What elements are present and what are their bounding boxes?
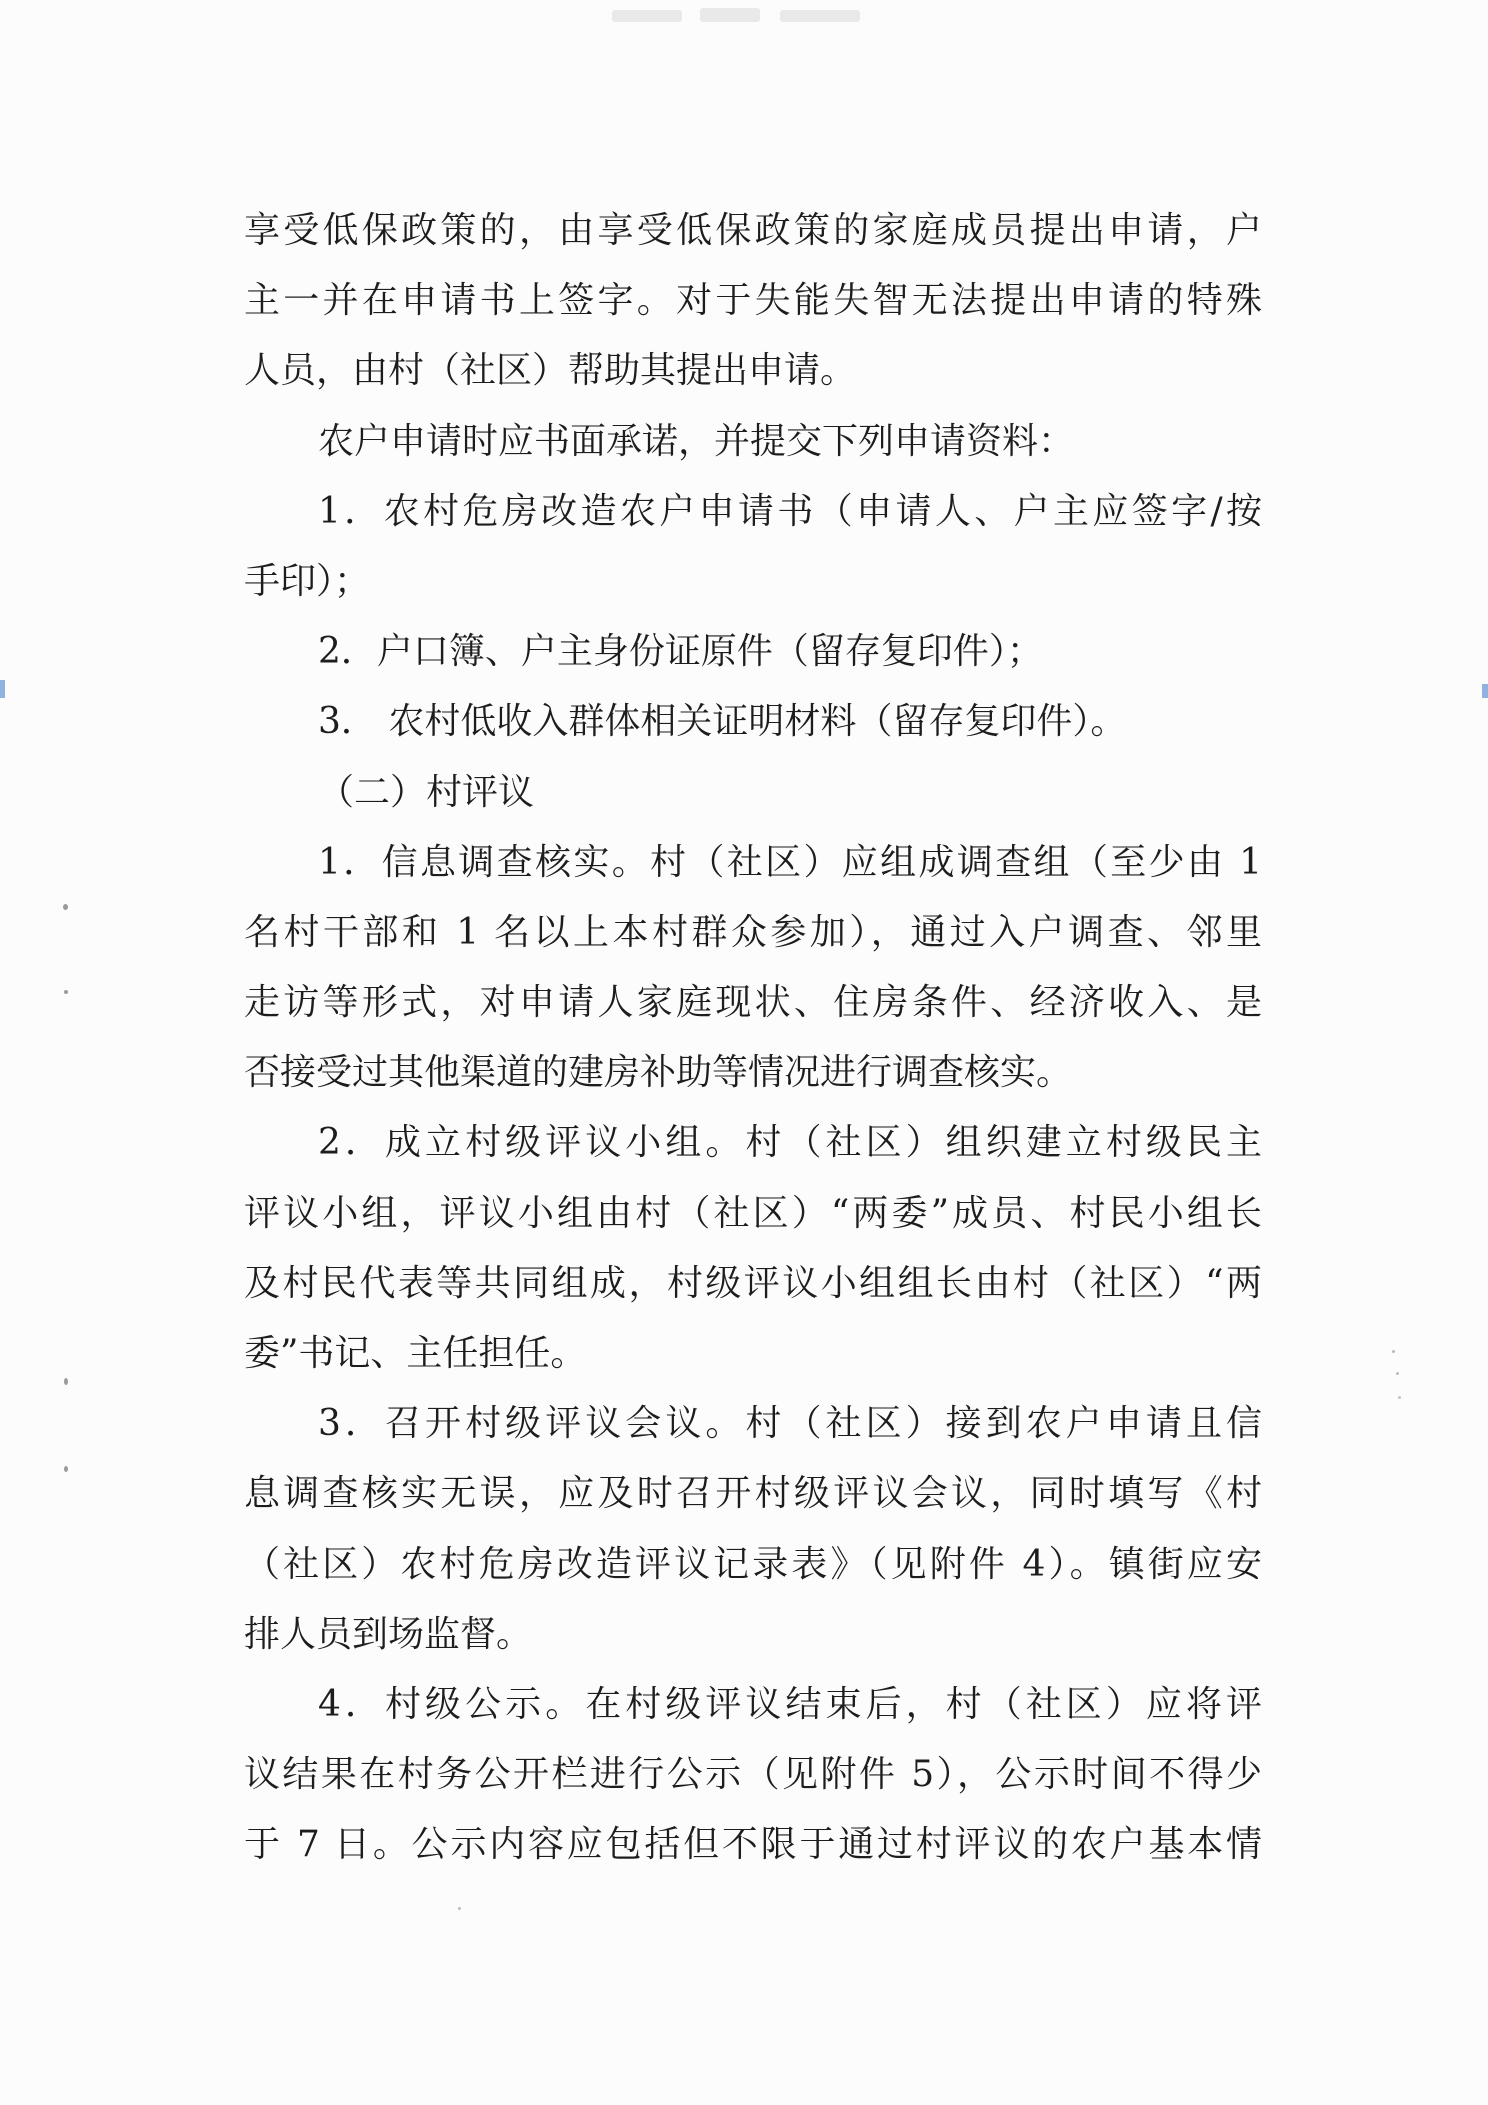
list-item (244, 1670, 1262, 1881)
scan-speck (64, 1466, 68, 1472)
text-line: 2．成立村级评议小组。村（社区）组织建立村级民主 (318, 1122, 1262, 1164)
text-line: 3． 农村低收入群体相关证明材料（留存复印件）。 (318, 701, 1127, 743)
scan-speck (458, 1907, 461, 1910)
scan-speck (64, 990, 68, 994)
text-line: 4．村级公示。在村级评议结束后，村（社区）应将评 (318, 1683, 1262, 1725)
text-line: 息调查核实无误，应及时召开村级评议会议，同时填写《村 (244, 1473, 1262, 1515)
text-line: （社区）农村危房改造评议记录表》（见附件 4）。镇街应安 (244, 1543, 1262, 1585)
list-item (244, 1108, 1262, 1389)
list-item (244, 828, 1262, 1109)
text-line: 1．信息调查核实。村（社区）应组成调查组（至少由 1 (318, 841, 1262, 883)
scan-speck (64, 1378, 68, 1385)
document-body (244, 196, 1262, 1881)
text-line: 名村干部和 1 名以上本村群众参加），通过入户调查、邻里 (244, 911, 1262, 953)
text-line: （二）村评议 (318, 771, 535, 813)
text-line: 2．户口簿、户主身份证原件（留存复印件）； (318, 631, 1043, 673)
list-item (244, 477, 1262, 617)
text-line: 排人员到场监督。 (244, 1613, 533, 1655)
scan-speck (1392, 1350, 1395, 1353)
text-line: 议结果在村务公开栏进行公示（见附件 5），公示时间不得少 (244, 1754, 1262, 1796)
scan-artifact (612, 10, 682, 22)
text-line: 于 7 日。公示内容应包括但不限于通过村评议的农户基本情 (244, 1824, 1262, 1866)
text-line: 3．召开村级评议会议。村（社区）接到农户申请且信 (318, 1403, 1262, 1445)
text-line: 评议小组，评议小组由村（社区）“两委”成员、村民小组长 (244, 1192, 1262, 1234)
scan-artifact (780, 10, 860, 22)
paragraph (244, 407, 1262, 477)
text-line: 农户申请时应书面承诺，并提交下列申请资料： (318, 420, 1075, 462)
scan-artifact (700, 8, 760, 22)
list-item (244, 1389, 1262, 1670)
text-line: 及村民代表等共同组成，村级评议小组组长由村（社区）“两 (244, 1262, 1262, 1304)
list-item (244, 617, 1262, 687)
text-line: 委”书记、主任担任。 (244, 1333, 587, 1374)
list-item (244, 687, 1262, 757)
text-line: 人员，由村（社区）帮助其提出申请。 (244, 350, 857, 392)
text-line: 走访等形式，对申请人家庭现状、住房条件、经济收入、是 (244, 982, 1262, 1024)
text-line: 1．农村危房改造农户申请书（申请人、户主应签字/按 (318, 490, 1262, 532)
text-line: 否接受过其他渠道的建房补助等情况进行调查核实。 (244, 1052, 1073, 1094)
text-line: 享受低保政策的，由享受低保政策的家庭成员提出申请，户 (244, 210, 1262, 251)
scan-speck (1396, 1372, 1399, 1375)
scan-edge-mark (1482, 684, 1488, 698)
section-heading (244, 758, 1262, 828)
paragraph (244, 196, 1262, 407)
text-line: 手印）； (244, 560, 371, 602)
scan-speck (63, 904, 68, 910)
text-line: 主一并在申请书上签字。对于失能失智无法提出申请的特殊 (244, 280, 1262, 322)
scan-speck (1398, 1396, 1401, 1399)
scan-edge-mark (0, 680, 5, 698)
